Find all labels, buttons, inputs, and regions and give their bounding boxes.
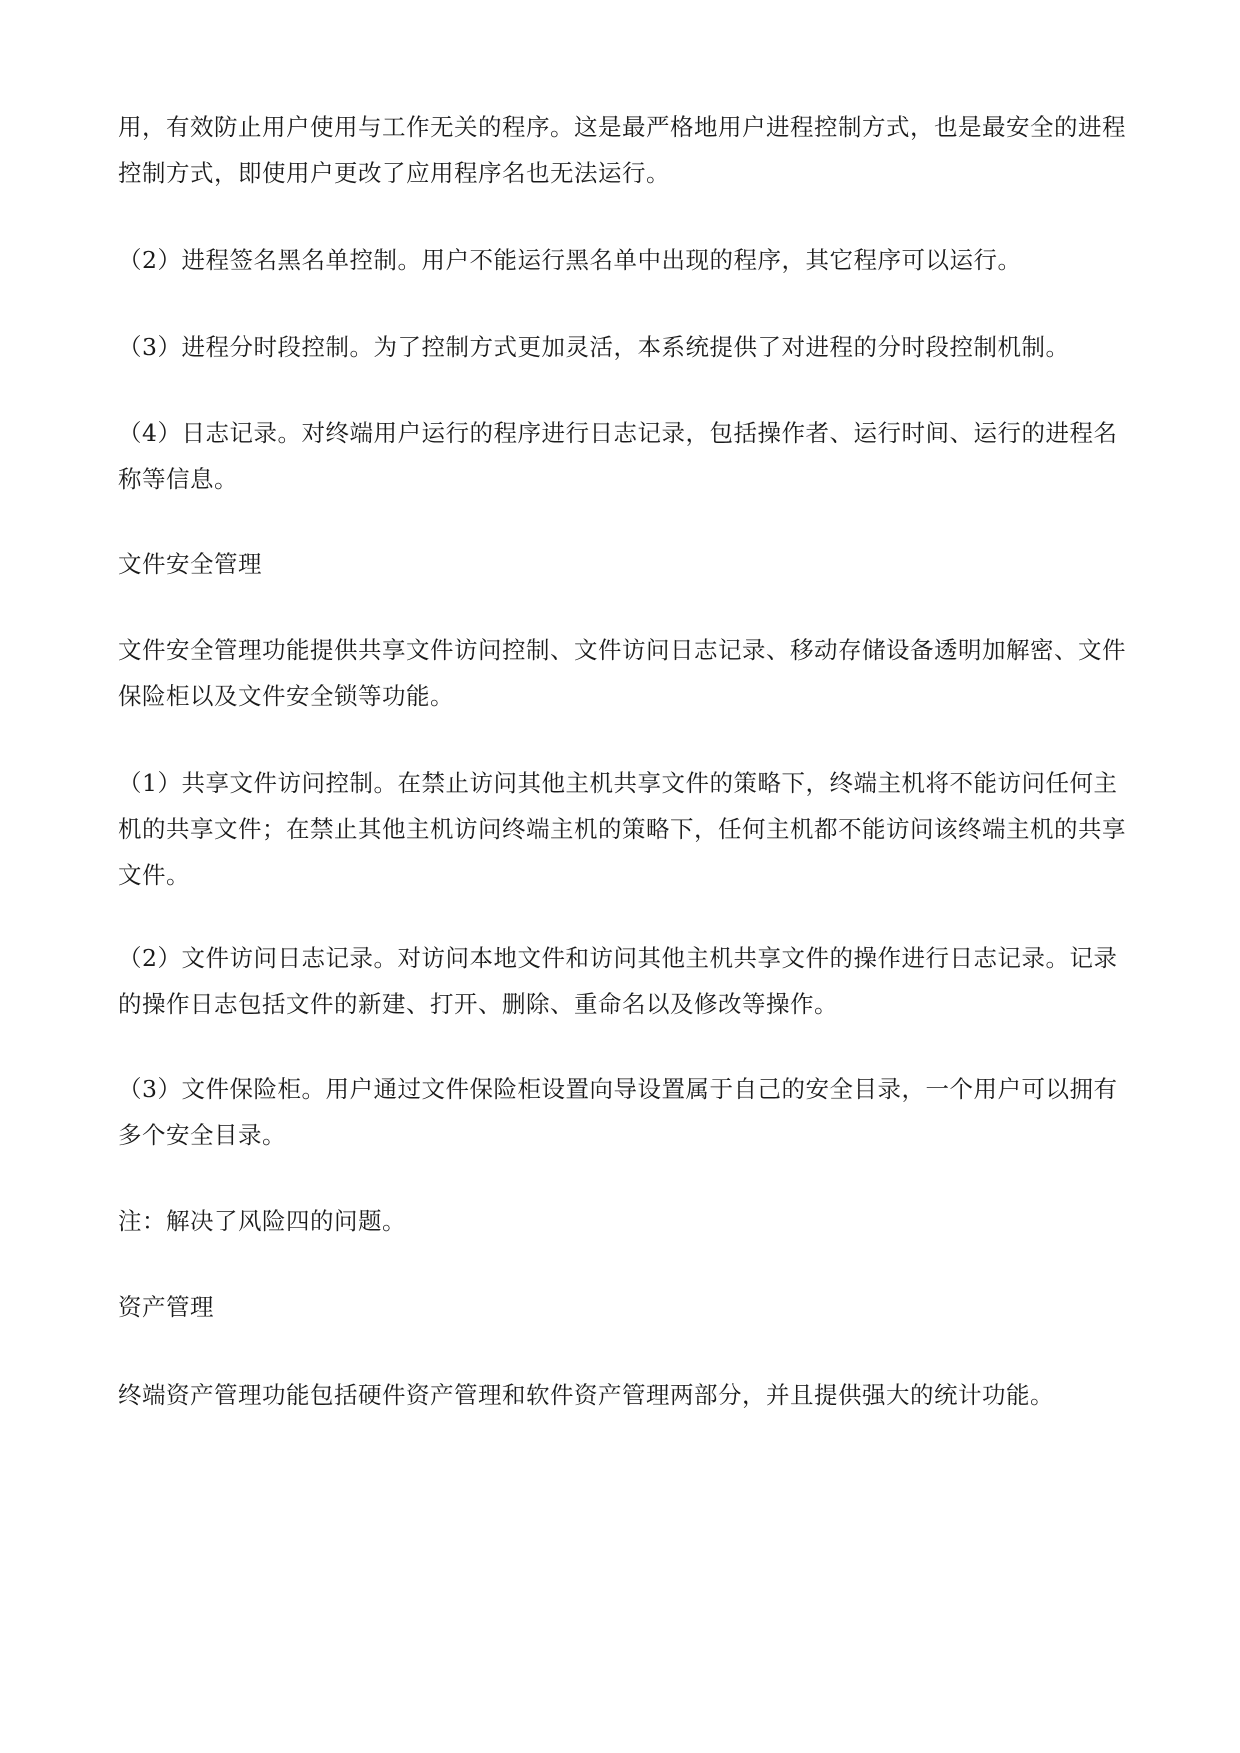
paragraph-asset-management: 终端资产管理功能包括硬件资产管理和软件资产管理两部分，并且提供强大的统计功能。 <box>118 1381 1054 1409</box>
paragraph-file-access-log: （2）文件访问日志记录。对访问本地文件和访问其他主机共享文件的操作进行日志记录。记录的操作日志包括文件的新建、打开、删除、重命名以及修改等操作。 <box>118 944 1118 1018</box>
heading-file-security: 文件安全管理 <box>118 550 262 578</box>
paragraph-process-time-control: （3）进程分时段控制。为了控制方式更加灵活，本系统提供了对进程的分时段控制机制。 <box>118 333 1070 361</box>
heading-asset-management: 资产管理 <box>118 1293 214 1321</box>
paragraph-file-security-intro: 文件安全管理功能提供共享文件访问控制、文件访问日志记录、移动存储设备透明加解密、文件保险柜以及文件安全锁等功能。 <box>118 636 1126 710</box>
paragraph-note: 注：解决了风险四的问题。 <box>118 1207 406 1235</box>
paragraph-process-whitelist-continued: 用，有效防止用户使用与工作无关的程序。这是最严格地用户进程控制方式，也是最安全的进程控制方式，即使用户更改了应用程序名也无法运行。 <box>118 113 1126 187</box>
paragraph-file-safe: （3）文件保险柜。用户通过文件保险柜设置向导设置属于自己的安全目录，一个用户可以拥有多个安全目录。 <box>118 1075 1118 1149</box>
paragraph-log-record: （4）日志记录。对终端用户运行的程序进行日志记录，包括操作者、运行时间、运行的进程名称等信息。 <box>118 419 1118 493</box>
paragraph-share-access-control: （1）共享文件访问控制。在禁止访问其他主机共享文件的策略下，终端主机将不能访问任何主机的共享文件；在禁止其他主机访问终端主机的策略下，任何主机都不能访问该终端主机的共享文件。 <box>118 769 1126 889</box>
paragraph-process-blacklist: （2）进程签名黑名单控制。用户不能运行黑名单中出现的程序，其它程序可以运行。 <box>118 246 1022 274</box>
